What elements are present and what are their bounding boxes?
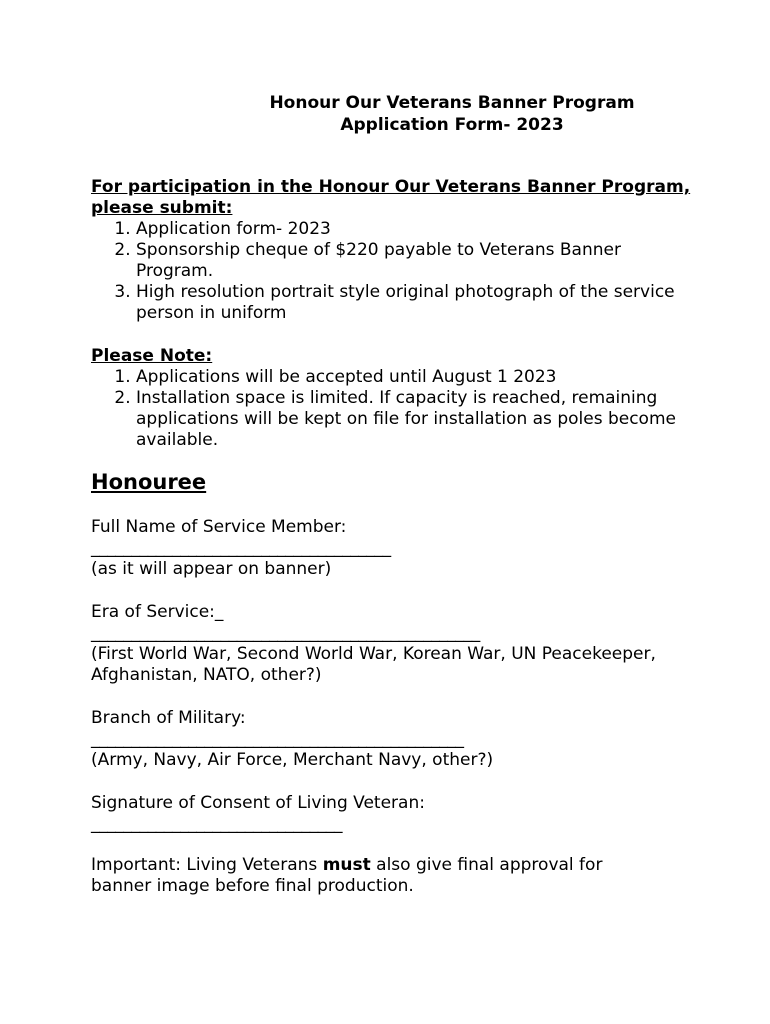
important-note <box>91 855 651 897</box>
signature-input-line[interactable]: _______________________________ <box>91 814 343 834</box>
era-label: Era of Service:_ <box>91 602 224 622</box>
era-field <box>91 602 711 686</box>
list-item: 1. Applications will be accepted until August 1 2023 <box>136 367 691 388</box>
title-line-2: Application Form- 2023 <box>340 115 564 135</box>
full-name-field <box>91 517 711 580</box>
branch-label: Branch of Military: <box>91 708 246 728</box>
list-item: 3. High resolution portrait style original photograph of the service person in uniform <box>136 282 691 324</box>
important-suffix: also give final approval for banner image before final production. <box>91 855 603 896</box>
important-prefix: Important: Living Veterans <box>91 855 323 875</box>
signature-field <box>91 793 711 835</box>
full-name-hint: (as it will appear on banner) <box>91 559 332 579</box>
full-name-label: Full Name of Service Member: <box>91 517 347 537</box>
note-heading: Please Note: <box>91 346 213 366</box>
list-item: 2. Installation space is limited. If capacity is reached, remaining applications will be kept on file for installation as poles become available. <box>136 388 691 451</box>
submit-heading: For participation in the Honour Our Veterans Banner Program, please submit: <box>91 177 691 218</box>
important-emphasis: must <box>322 855 371 875</box>
submit-list <box>91 219 691 324</box>
honouree-heading: Honouree <box>91 470 207 494</box>
note-list <box>91 367 691 451</box>
branch-field <box>91 708 711 771</box>
list-item: 1. Application form- 2023 <box>136 219 691 240</box>
era-input-line[interactable]: ________________________________________________ <box>91 623 480 643</box>
list-item: 2. Sponsorship cheque of $220 payable to Veterans Banner Program. <box>136 240 691 282</box>
form-title <box>0 92 770 136</box>
signature-label: Signature of Consent of Living Veteran: <box>91 793 425 813</box>
submit-section <box>91 177 691 324</box>
branch-hint: (Army, Navy, Air Force, Merchant Navy, other?) <box>91 750 494 770</box>
full-name-input-line[interactable]: _____________________________________ <box>91 538 391 558</box>
note-section <box>91 346 691 451</box>
branch-input-line[interactable]: ______________________________________________ <box>91 729 464 749</box>
title-line-1: Honour Our Veterans Banner Program <box>269 93 635 113</box>
era-hint: (First World War, Second World War, Korean War, UN Peacekeeper, Afghanistan, NATO, other?) <box>91 644 656 685</box>
